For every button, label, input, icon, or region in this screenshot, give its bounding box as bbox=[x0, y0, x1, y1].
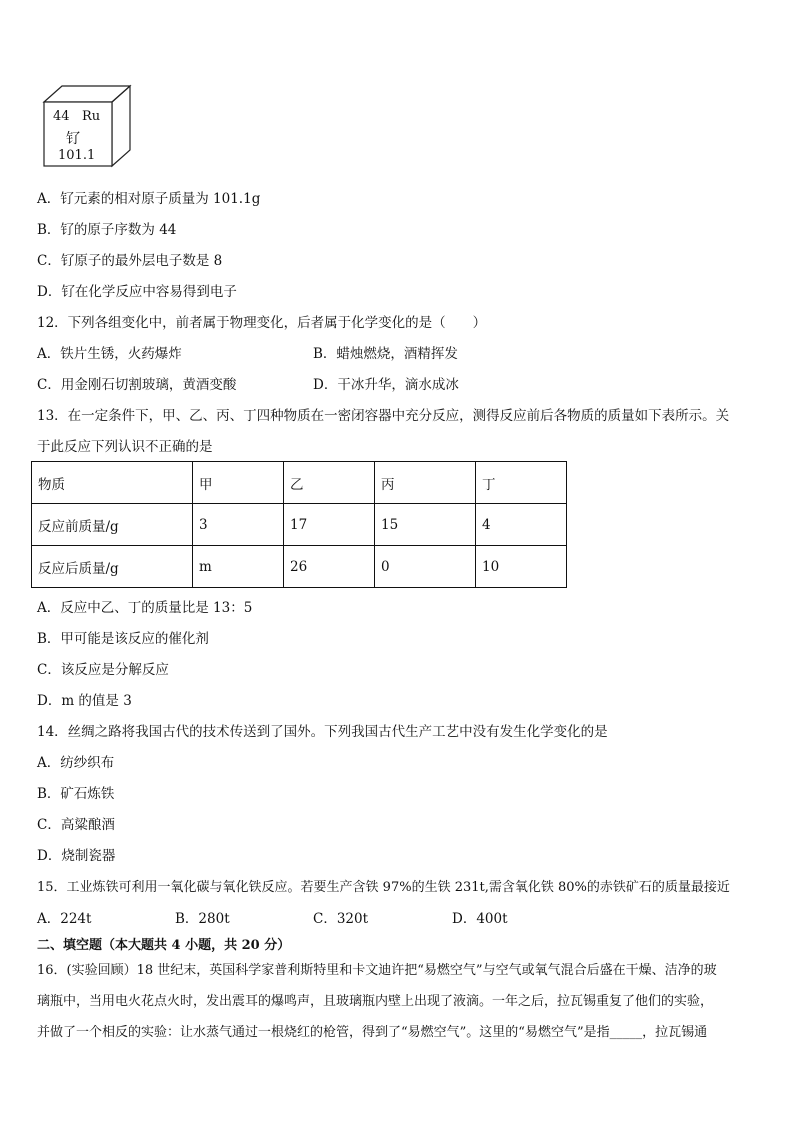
table-cell: 反应前质量/g bbox=[32, 504, 193, 546]
table-row bbox=[32, 546, 567, 588]
element-symbol: Ru bbox=[82, 109, 101, 124]
q15-option-c: C．320t bbox=[313, 911, 369, 927]
table-cell: 反应后质量/g bbox=[32, 546, 193, 588]
element-card-ruthenium bbox=[38, 84, 134, 178]
table-cell: 15 bbox=[375, 504, 476, 546]
element-name: 钌 bbox=[66, 131, 80, 147]
q13-stem-line2: 于此反应下列认识不正确的是 bbox=[37, 439, 213, 455]
table-cell: 17 bbox=[284, 504, 375, 546]
table-cell: 丙 bbox=[375, 462, 476, 504]
q13-stem-line1: 13．在一定条件下，甲、乙、丙、丁四种物质在一密闭容器中充分反应，测得反应前后各物质的质量如下表所示。关 bbox=[37, 408, 730, 424]
q11-option-b: B．钌的原子序数为 44 bbox=[37, 222, 177, 238]
q13-option-b: B．甲可能是该反应的催化剂 bbox=[37, 631, 209, 647]
table-cell: m bbox=[193, 546, 284, 588]
q12-stem: 12．下列各组变化中，前者属于物理变化，后者属于化学变化的是（ ） bbox=[37, 315, 487, 331]
q16-line2: 璃瓶中，当用电火花点火时，发出震耳的爆鸣声，且玻璃瓶内壁上出现了液滴。一年之后，拉瓦锡重复了他们的实验， bbox=[37, 994, 714, 1009]
q16-line1: 16．(实验回顾）18 世纪末，英国科学家普利斯特里和卡文迪许把“易燃空气”与空气或氧气混合后盛在干燥、洁净的玻 bbox=[37, 963, 717, 978]
table-row bbox=[32, 462, 567, 504]
q14-option-d: D．烧制瓷器 bbox=[37, 848, 116, 864]
table-cell: 丁 bbox=[476, 462, 567, 504]
q16-line3: 并做了一个相反的实验：让水蒸气通过一根烧红的枪管，得到了“易燃空气”。这里的“易燃空气”是指_____，拉瓦锡通 bbox=[37, 1025, 708, 1040]
q15-stem: 15．工业炼铁可利用一氧化碳与氧化铁反应。若要生产含铁 97%的生铁 231t,需含氧化铁 80%的赤铁矿石的质量最接近 bbox=[37, 880, 730, 895]
q12-option-b: B．蜡烛燃烧，酒精挥发 bbox=[313, 346, 458, 362]
table-cell: 0 bbox=[375, 546, 476, 588]
table-cell: 甲 bbox=[193, 462, 284, 504]
q11-option-c: C．钌原子的最外层电子数是 8 bbox=[37, 253, 223, 269]
q12-option-c: C．用金刚石切割玻璃，黄酒变酸 bbox=[37, 377, 237, 393]
q11-option-a: A．钌元素的相对原子质量为 101.1g bbox=[37, 191, 261, 207]
q12-option-a: A．铁片生锈，火药爆炸 bbox=[37, 346, 182, 362]
q13-option-c: C．该反应是分解反应 bbox=[37, 662, 169, 678]
table-cell: 4 bbox=[476, 504, 567, 546]
table-cell: 3 bbox=[193, 504, 284, 546]
q12-option-d: D．干冰升华，滴水成冰 bbox=[313, 377, 459, 393]
table-cell: 物质 bbox=[32, 462, 193, 504]
table-cell: 乙 bbox=[284, 462, 375, 504]
mass-table bbox=[31, 461, 567, 588]
q13-option-a: A．反应中乙、丁的质量比是 13：5 bbox=[37, 600, 253, 616]
q15-option-d: D．400t bbox=[452, 911, 508, 927]
atomic-mass: 101.1 bbox=[58, 148, 96, 163]
table-row bbox=[32, 504, 567, 546]
atomic-number: 44 bbox=[53, 109, 70, 124]
q14-stem: 14．丝绸之路将我国古代的技术传送到了国外。下列我国古代生产工艺中没有发生化学变化的是 bbox=[37, 724, 608, 740]
q15-option-a: A．224t bbox=[37, 911, 92, 927]
q14-option-b: B．矿石炼铁 bbox=[37, 786, 115, 802]
q15-option-b: B．280t bbox=[175, 911, 230, 927]
q14-option-a: A．纺纱织布 bbox=[37, 755, 115, 771]
q14-option-c: C．高粱酿酒 bbox=[37, 817, 115, 833]
section-heading: 二、填空题（本大题共 4 小题，共 20 分） bbox=[37, 938, 291, 953]
q13-option-d: D．m 的值是 3 bbox=[37, 693, 132, 709]
table-cell: 10 bbox=[476, 546, 567, 588]
table-cell: 26 bbox=[284, 546, 375, 588]
q11-option-d: D．钌在化学反应中容易得到电子 bbox=[37, 284, 237, 300]
